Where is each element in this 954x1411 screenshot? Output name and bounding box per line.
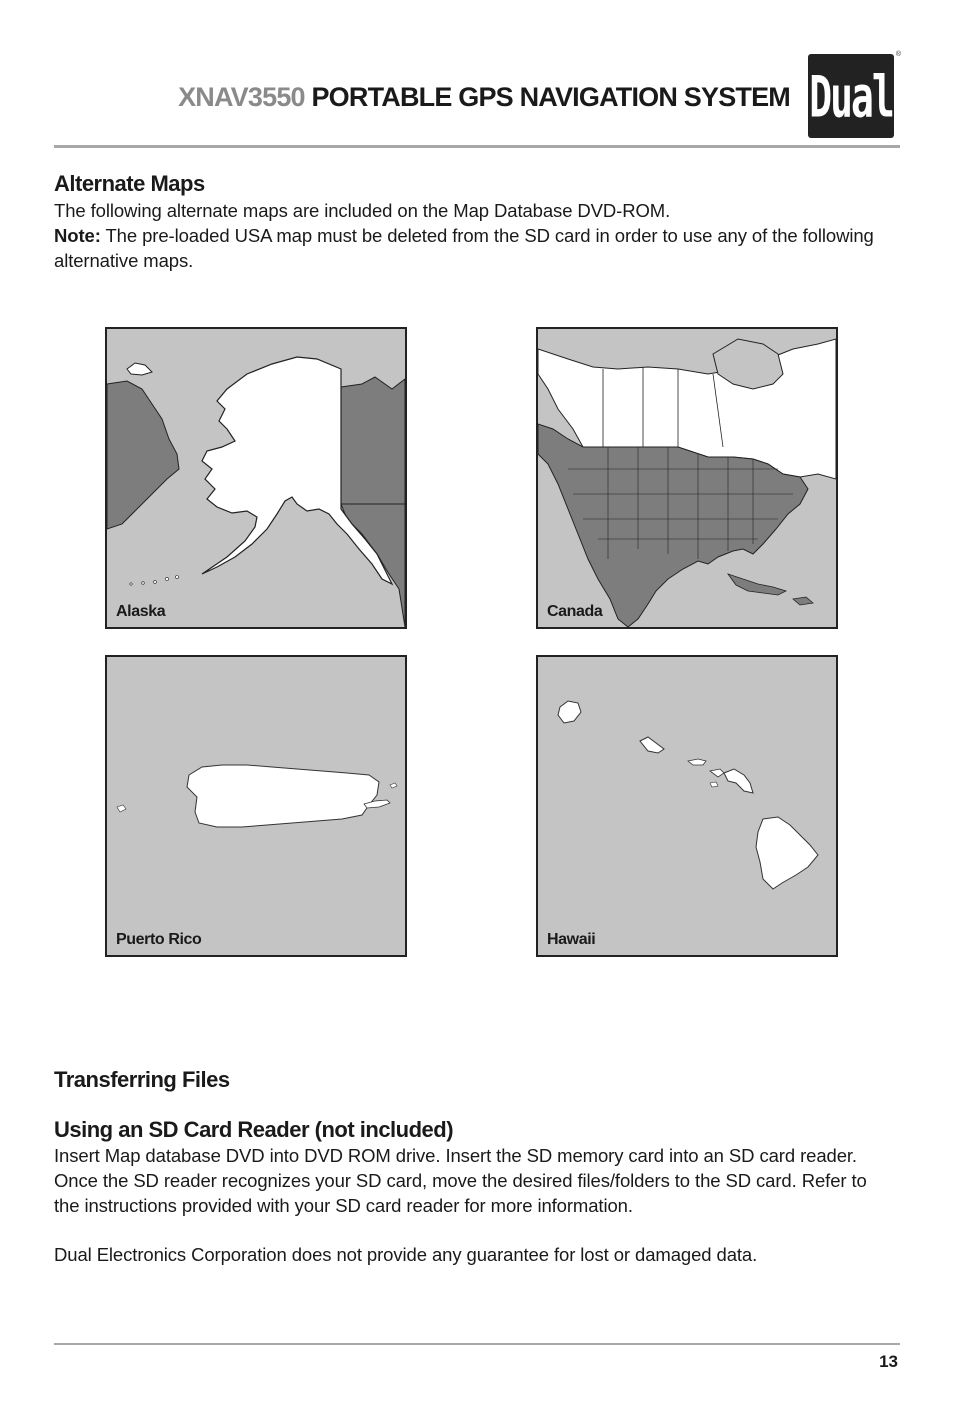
map-caption-canada: Canada — [547, 603, 603, 620]
header-rule — [54, 145, 900, 148]
product-name: PORTABLE GPS NAVIGATION SYSTEM — [304, 82, 790, 112]
map-canada — [536, 327, 838, 629]
alaska-map-image — [107, 329, 405, 627]
hawaii-map-image — [538, 657, 836, 955]
canada-map-image — [538, 329, 836, 627]
product-title — [0, 80, 790, 114]
map-caption-hawaii: Hawaii — [547, 931, 596, 948]
page-number: 13 — [879, 1352, 898, 1371]
sd-card-reader-instructions: Insert Map database DVD into DVD ROM drive. Insert the SD memory card into an SD card reader. Once the SD reader recognizes your SD card, move the desired files/folders to the SD card. Refer to the instructions provided with your SD card reader for more information. — [54, 1145, 867, 1216]
model-number: XNAV3550 — [178, 82, 305, 112]
map-caption-puerto-rico: Puerto Rico — [116, 931, 202, 948]
logo-text: Dual — [809, 64, 893, 130]
sd-card-reader-heading: Using an SD Card Reader (not included) — [54, 1117, 454, 1142]
map-puerto-rico — [105, 655, 407, 957]
map-hawaii — [536, 655, 838, 957]
data-loss-disclaimer: Dual Electronics Corporation does not provide any guarantee for lost or damaged data. — [54, 1244, 758, 1265]
dual-logo — [808, 51, 901, 138]
note-text: The pre-loaded USA map must be deleted from the SD card in order to use any of the following alternative maps. — [54, 225, 874, 271]
alternate-maps-heading: Alternate Maps — [54, 171, 205, 196]
map-alaska — [105, 327, 407, 629]
registered-mark: ® — [895, 51, 901, 58]
alternate-maps-intro: The following alternate maps are included on the Map Database DVD-ROM. Note: The pre-loaded USA map must be deleted from the SD card in order to use any of the following alternative maps. — [54, 200, 874, 271]
puerto-rico-map-image — [107, 657, 405, 955]
map-caption-alaska: Alaska — [116, 603, 166, 620]
footer-rule — [54, 1343, 900, 1345]
transferring-files-heading: Transferring Files — [54, 1067, 230, 1092]
note-label: Note: — [54, 225, 101, 246]
